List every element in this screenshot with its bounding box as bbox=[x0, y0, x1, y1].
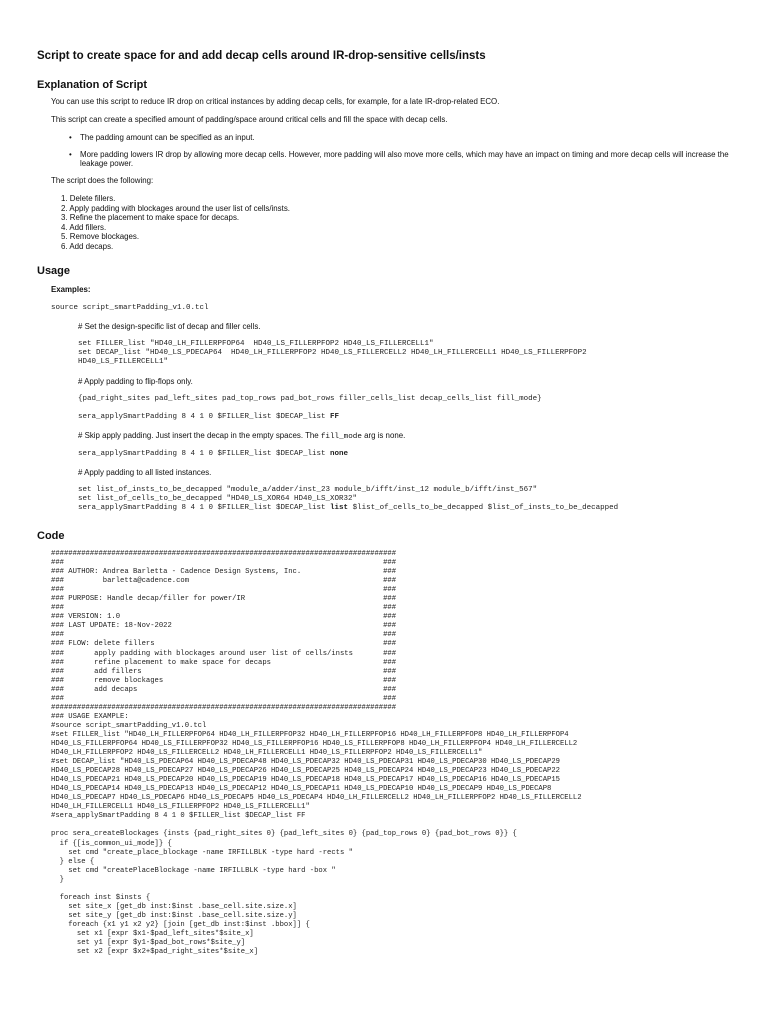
command-ff bbox=[78, 413, 339, 422]
command-none bbox=[78, 450, 348, 459]
explanation-paragraph-1: You can use this script to reduce IR drop on critical instances by adding decap cells, for example, for a late IR-drop-related ECO. bbox=[51, 97, 500, 106]
command-list-suffix: $list_of_cells_to_be_decapped $list_of_insts_to_be_decapped bbox=[348, 504, 619, 512]
comment-skip-padding-pre: # Skip apply padding. Just insert the decap in the empty spaces. The bbox=[78, 431, 321, 440]
step-item: 5. Remove blockages. bbox=[61, 232, 140, 242]
steps-list bbox=[61, 194, 290, 252]
command-none-mode: none bbox=[330, 450, 349, 458]
command-ff-prefix: sera_applySmartPadding 8 4 1 0 $FILLER_list $DECAP_list bbox=[78, 413, 331, 421]
comment-skip-padding-post: arg is none. bbox=[361, 431, 406, 440]
set-lists-code: set FILLER_list "HD40_LH_FILLERPFOP64 HD40_LS_FILLERPFOP2 HD40_LS_FILLERCELL1" set DECAP_list "HD40_LS_PDECAP64 HD40_LH_FILLERPFOP2 HD40_LS_FILLERCELL2 HD40_LH_FILLERCELL1 HD40_LS_FILLERPFOP2 HD40_LS_FILLERCELL1" bbox=[78, 340, 587, 367]
command-ff-mode: FF bbox=[330, 413, 340, 421]
comment-skip-padding bbox=[78, 431, 405, 441]
explanation-paragraph-2: This script can create a specified amount of padding/space around critical cells and fill the space with decap cells. bbox=[51, 115, 448, 124]
command-none-prefix: sera_applySmartPadding 8 4 1 0 $FILLER_list $DECAP_list bbox=[78, 450, 331, 458]
command-list-prefix: sera_applySmartPadding 8 4 1 0 $FILLER_list $DECAP_list bbox=[78, 504, 331, 512]
page-title: Script to create space for and add decap cells around IR-drop-sensitive cells/insts bbox=[37, 50, 486, 62]
examples-label: Examples: bbox=[51, 285, 91, 294]
step-item: 3. Refine the placement to make space for decaps. bbox=[61, 213, 240, 223]
code-heading: Code bbox=[37, 530, 65, 542]
comment-set-lists: # Set the design-specific list of decap and filler cells. bbox=[78, 322, 261, 331]
step-item: 2. Apply padding with blockages around the user list of cells/insts. bbox=[61, 203, 290, 213]
bullet-item-padding-input: • The padding amount can be specified as an input. bbox=[80, 134, 740, 143]
usage-heading: Usage bbox=[37, 265, 71, 277]
source-command: source script_smartPadding_v1.0.tcl bbox=[51, 304, 209, 312]
step-item: 1. Delete fillers. bbox=[61, 194, 116, 203]
explanation-heading: Explanation of Script bbox=[37, 79, 148, 91]
steps-intro: The script does the following: bbox=[51, 176, 154, 185]
fill-mode-code: fill_mode bbox=[320, 433, 362, 441]
step-item: 6. Add decaps. bbox=[61, 241, 114, 251]
script-code-block: ################################################################################ ### ### ### AUTHOR: Andrea Barletta - Cadence Design Systems, Inc. ### ### barletta@cadence.com ### ### ### ### PURPOSE: Handle decap/filler for power/IR ### ### ### ### VERSION: 1.0 ### ### LAST UPDATE: 18-Nov-2022 ### ### ### ### FLOW: delete fillers ### ### apply padding with blockages around user list of cells/insts ### ### refine placement to make space for decaps ### ### add fillers ### ### remove blockages ### ### add decaps ### ### ### ################################################################################ ### USAGE EXAMPLE: #source script_smartPadding_v1.0.tcl #set FILLER_list "HD40_LH_FILLERPFOP64 HD40_LH_FILLERPFOP32 HD40_LH_FILLERPFOP16 HD40_LH_FILLERPFOP8 HD40_LH_FILLERPFOP4 HD40_LS_FILLERPFOP64 HD40_LS_FILLERPFOP32 HD40_LS_FILLERPFOP16 HD40_LS_FILLERPFOP8 HD40_LH_FILLERPFOP4 HD40_LH_FILLERCELL2 HD40_LH_FILLERPFOP2 HD40_LS_FILLERCELL2 HD40_LH_FILLERCELL1 HD40_LS_FILLERPFOP2 HD40_LS_FILLERCELL1" #set DECAP_list "HD40_LS_PDECAP64 HD40_LS_PDECAP48 HD40_LS_PDECAP32 HD40_LS_PDECAP31 HD40_LS_PDECAP30 HD40_LS_PDECAP29 HD40_LS_PDECAP28 HD40_LS_PDECAP27 HD40_LS_PDECAP26 HD40_LS_PDECAP25 HD40_LS_PDECAP24 HD40_LS_PDECAP23 HD40_LS_PDECAP22 HD40_LS_PDECAP21 HD40_LS_PDECAP20 HD40_LS_PDECAP19 HD40_LS_PDECAP18 HD40_LS_PDECAP17 HD40_LS_PDECAP16 HD40_LS_PDECAP15 HD40_LS_PDECAP14 HD40_LS_PDECAP13 HD40_LS_PDECAP12 HD40_LS_PDECAP11 HD40_LS_PDECAP10 HD40_LS_PDECAP9 HD40_LS_PDECAP8 HD40_LS_PDECAP7 HD40_LS_PDECAP6 HD40_LS_PDECAP5 HD40_LS_PDECAP4 HD40_LH_FILLERCELL2 HD40_LH_FILLERPFOP2 HD40_LS_FILLERCELL2 HD40_LH_FILLERCELL1 HD40_LS_FILLERPFOP2 HD40_LS_FILLERCELL1" #sera_applySmartPadding 8 4 1 0 $FILLER_list $DECAP_list FF proc sera_createBlockages {insts {pad_right_sites 0} {pad_left_sites 0} {pad_top_rows 0} {pad_bot_rows 0}} { if {[is_common_ui_mode]} { set cmd "create_place_blockage -name IRFILLBLK -type hard -rects " } else { set cmd "createPlaceBlockage -name IRFILLBLK -type hard -box " } foreach inst $insts { set site_x [get_db inst:$inst .base_cell.site.size.x] set site_y [get_db inst:$inst .base_cell.site.size.y] foreach {x1 y1 x2 y2} [join [get_db inst:$inst .bbox]] { set x1 [expr $x1-$pad_left_sites*$site_x] set y1 [expr $y1-$pad_bot_rows*$site_y] set x2 [expr $x2+$pad_right_sites*$site_x] bbox=[51, 550, 582, 957]
command-list bbox=[78, 504, 618, 513]
argument-signature: {pad_right_sites pad_left_sites pad_top_rows pad_bot_rows filler_cells_list decap_cells_list fill_mode} bbox=[78, 395, 542, 403]
bullet-item-more-padding: • More padding lowers IR drop by allowing more decap cells. However, more padding will also move more cells, which may have an impact on timing and more decap cells will increase the leakage power. bbox=[80, 151, 740, 169]
list-variables-code: set list_of_insts_to_be_decapped "module_a/adder/inst_23 module_b/ifft/inst_12 module_b/ifft/inst_567" set list_of_cells_to_be_decapped "HD40_LS_XOR64 HD40_LS_XOR32" bbox=[78, 486, 538, 504]
comment-flip-flops: # Apply padding to flip-flops only. bbox=[78, 377, 193, 386]
step-item: 4. Add fillers. bbox=[61, 222, 107, 232]
comment-all-instances: # Apply padding to all listed instances. bbox=[78, 468, 212, 477]
command-list-mode: list bbox=[330, 504, 349, 512]
